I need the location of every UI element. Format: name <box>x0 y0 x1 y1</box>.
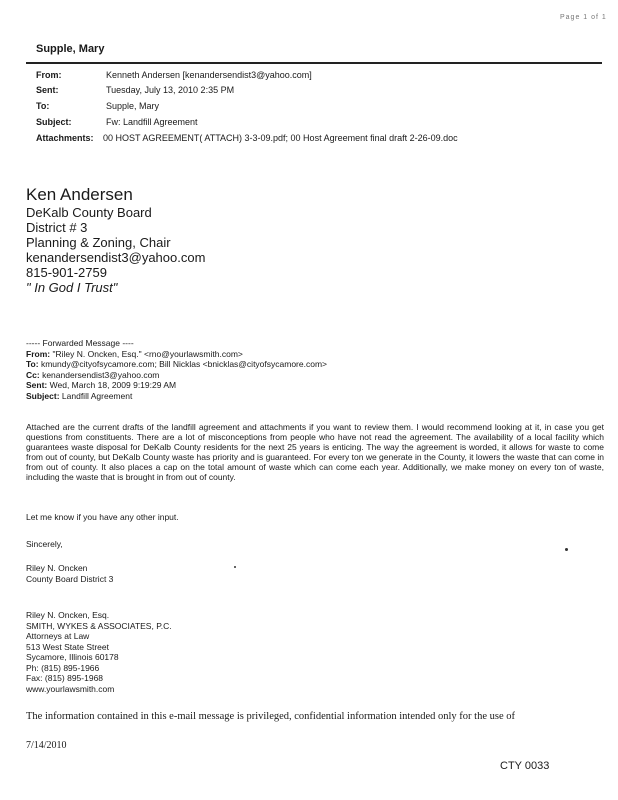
firm-block <box>26 610 172 694</box>
forwarded-row <box>26 359 327 370</box>
forwarded-row <box>26 370 327 381</box>
forwarded-row <box>26 391 327 402</box>
attachments-list[interactable]: 00 HOST AGREEMENT( ATTACH) 3-3-09.pdf; 00 Host Agreement final draft 2-26-09.doc <box>103 133 458 143</box>
header-label: Attachments: <box>36 133 94 143</box>
header-value: Supple, Mary <box>106 101 160 111</box>
forwarded-banner: ----- Forwarded Message ---- <box>26 338 134 348</box>
page-number: Page 1 of 1 <box>560 14 607 21</box>
firm-line: Sycamore, Illinois 60178 <box>26 652 119 662</box>
mailbox-owner: Supple, Mary <box>36 43 105 55</box>
header-label: Sent: <box>36 85 59 95</box>
forwarded-header <box>26 338 327 401</box>
firm-line: SMITH, WYKES & ASSOCIATES, P.C. <box>26 620 172 631</box>
signature-phone: 815-901-2759 <box>26 265 107 280</box>
print-date: 7/14/2010 <box>26 740 67 751</box>
forwarded-row <box>26 380 327 391</box>
confidentiality-notice: The information contained in this e-mail message is privileged, confidential information intended only for the use of <box>26 711 515 722</box>
firm-website[interactable]: www.yourlawsmith.com <box>26 683 115 694</box>
forwarded-label: From: <box>26 348 51 359</box>
firm-line: Riley N. Oncken, Esq. <box>26 610 110 620</box>
forwarded-label: Cc: <box>26 369 40 380</box>
signature-motto: " In God I Trust" <box>26 280 118 295</box>
signature-line: Planning & Zoning, Chair <box>26 235 171 250</box>
signer-line: Riley N. Oncken <box>26 563 88 573</box>
scan-speck <box>565 548 568 551</box>
firm-line: Attorneys at Law <box>26 631 90 641</box>
firm-line: 513 West State Street <box>26 641 109 652</box>
signature-line: District # 3 <box>26 220 88 235</box>
scan-speck <box>234 566 236 568</box>
forwarded-value: Wed, March 18, 2009 9:19:29 AM <box>49 380 177 390</box>
signature-block <box>26 185 205 295</box>
let-me-know-line: Let me know if you have any other input. <box>26 512 179 522</box>
header-value: Tuesday, July 13, 2010 2:35 PM <box>106 85 235 95</box>
forwarded-row <box>26 349 327 360</box>
header-value: Fw: Landfill Agreement <box>106 117 198 127</box>
signature-line: DeKalb County Board <box>26 205 152 220</box>
bates-stamp: CTY 0033 <box>500 760 550 772</box>
signature-name: Ken Andersen <box>26 185 133 204</box>
signer-line: County Board District 3 <box>26 573 114 584</box>
header-label: From: <box>36 70 62 80</box>
forwarded-label: Subject: <box>26 390 60 401</box>
header-label: To: <box>36 101 50 111</box>
header-label: Subject: <box>36 117 72 127</box>
forwarded-value: "Riley N. Oncken, Esq." <rno@yourlawsmith.com> <box>52 348 243 359</box>
signature-email[interactable]: kenandersendist3@yahoo.com <box>26 250 206 265</box>
header-divider <box>26 62 602 64</box>
forwarded-label: Sent: <box>26 380 48 390</box>
signer-block <box>26 563 113 584</box>
firm-line: Ph: (815) 895-1966 <box>26 662 100 673</box>
forwarded-value: kmundy@cityofsycamore.com; Bill Nicklas <bnicklas@cityofsycamore.com> <box>40 359 328 369</box>
message-paragraph: Attached are the current drafts of the landfill agreement and attachments if you want to review them. I would recommend looking at it, in case you get questions from constituents. There are a lot of misconceptions from people who have not read the agreement. The availability of a local facility which guarantees waste disposal for DeKalb County residents for the next 25 years is enticing. The way the agreement is worded, it allows for waste to come from out of county, but DeKalb County waste has priority and is guaranteed. For every ton we generate in the County, it lowers the waste that can come in from out of county. It also places a cap on the total amount of waste which can come each year. Additionally, we make money on every ton of waste, including the waste that is brought in from out of county. <box>26 422 604 482</box>
forwarded-value: Landfill Agreement <box>61 390 133 401</box>
firm-line: Fax: (815) 895-1968 <box>26 673 104 683</box>
header-value: Kenneth Andersen [kenandersendist3@yahoo.com] <box>106 70 312 80</box>
forwarded-value: kenandersendist3@yahoo.com <box>42 369 160 380</box>
forwarded-label: To: <box>26 359 39 369</box>
closing-line: Sincerely, <box>26 539 63 549</box>
